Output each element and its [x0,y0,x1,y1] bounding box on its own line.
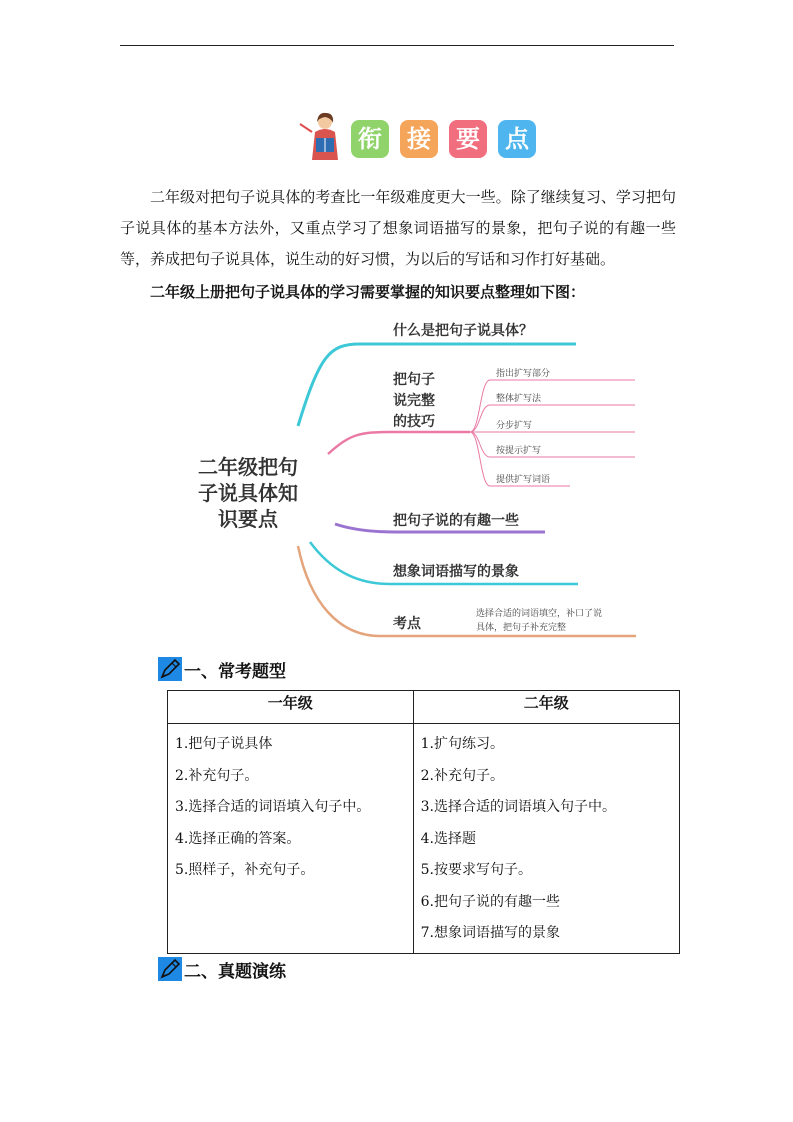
list-item: 5.按要求写句子。 [420,862,532,878]
grade2-cell [413,724,679,954]
mindmap-branch-2-line2: 说完整 [393,393,435,409]
question-types-table [167,690,680,954]
teacher-reading-icon [298,110,350,162]
list-item: 1.扩句练习。 [420,736,504,752]
header-rule [120,45,674,46]
list-item: 2.补充句子。 [175,767,259,784]
section-title-2: 二、真题演练 [184,961,286,982]
mindmap-center-line1: 二年级把句 [198,455,298,479]
banner-char-4: 点 [498,120,536,158]
knowledge-mindmap [180,314,650,644]
grade1-cell [168,724,414,954]
list-item: 4.选择正确的答案。 [175,830,301,847]
mindmap-sub-2: 整体扩写法 [496,394,542,404]
intro-paragraph [120,182,676,275]
mindmap-branch-2-line3: 的技巧 [393,414,435,430]
banner-char-1: 衔 [351,120,389,158]
table-header-row [168,691,680,724]
mindmap-center-line2: 子说具体知 [198,481,298,505]
mindmap-sub-1: 指出扩写部分 [496,369,551,379]
list-item: 1.把句子说具体 [175,736,273,752]
section-heading-1 [158,657,286,681]
mindmap-branch-1: 什么是把句子说具体？ [393,323,533,339]
list-item: 2.补充句子。 [420,767,504,784]
pen-icon [158,657,182,681]
mindmap-center-line3: 识要点 [218,507,278,531]
section-title-1: 一、常考题型 [184,661,286,682]
banner-char-3: 要 [449,120,487,158]
mindmap-branch-3: 把句子说的有趣一些 [393,513,519,529]
mindmap-sub-4: 按提示扩写 [496,446,542,456]
list-item: 6.把句子说的有趣一些 [420,893,560,910]
mindmap-sub-3: 分步扩写 [496,421,533,431]
list-item: 3.选择合适的词语填入句子中。 [420,799,616,815]
intro-text: 二年级对把句子说具体的考查比一年级难度更大一些。除了继续复习、学习把句子说具体的基本方法外，又重点学习了想象词语描写的景象，把句子说的有趣一些等，养成把句子说具体，说生动的好习惯，为以后的写话和习作打好基础。 [120,188,676,268]
mindmap-branch-5-note-line2: 具体，把句子补充完整 [476,623,567,633]
mindmap-branch-5-note-line1: 选择合适的词语填空，补口了说 [476,609,603,619]
banner-char-2: 接 [400,120,438,158]
pen-icon [158,957,182,981]
list-item: 5.照样子，补充句子。 [175,862,315,878]
list-item: 7.想象词语描写的景象 [420,925,560,941]
section-heading-2 [158,957,286,981]
table-header-grade2: 二年级 [413,691,679,724]
table-header-grade1: 一年级 [168,691,414,724]
mindmap-branch-4: 想象词语描写的景象 [393,564,519,580]
list-item: 4.选择题 [420,830,476,847]
table-row [168,724,680,954]
mindmap-branch-2-line1: 把句子 [393,372,435,388]
list-item: 3.选择合适的词语填入句子中。 [175,799,371,815]
summary-line: 二年级上册把句子说具体的学习需要掌握的知识要点整理如下图： [150,283,586,301]
mindmap-branch-5: 考点 [393,616,421,632]
mindmap-sub-5: 提供扩写词语 [496,475,551,485]
